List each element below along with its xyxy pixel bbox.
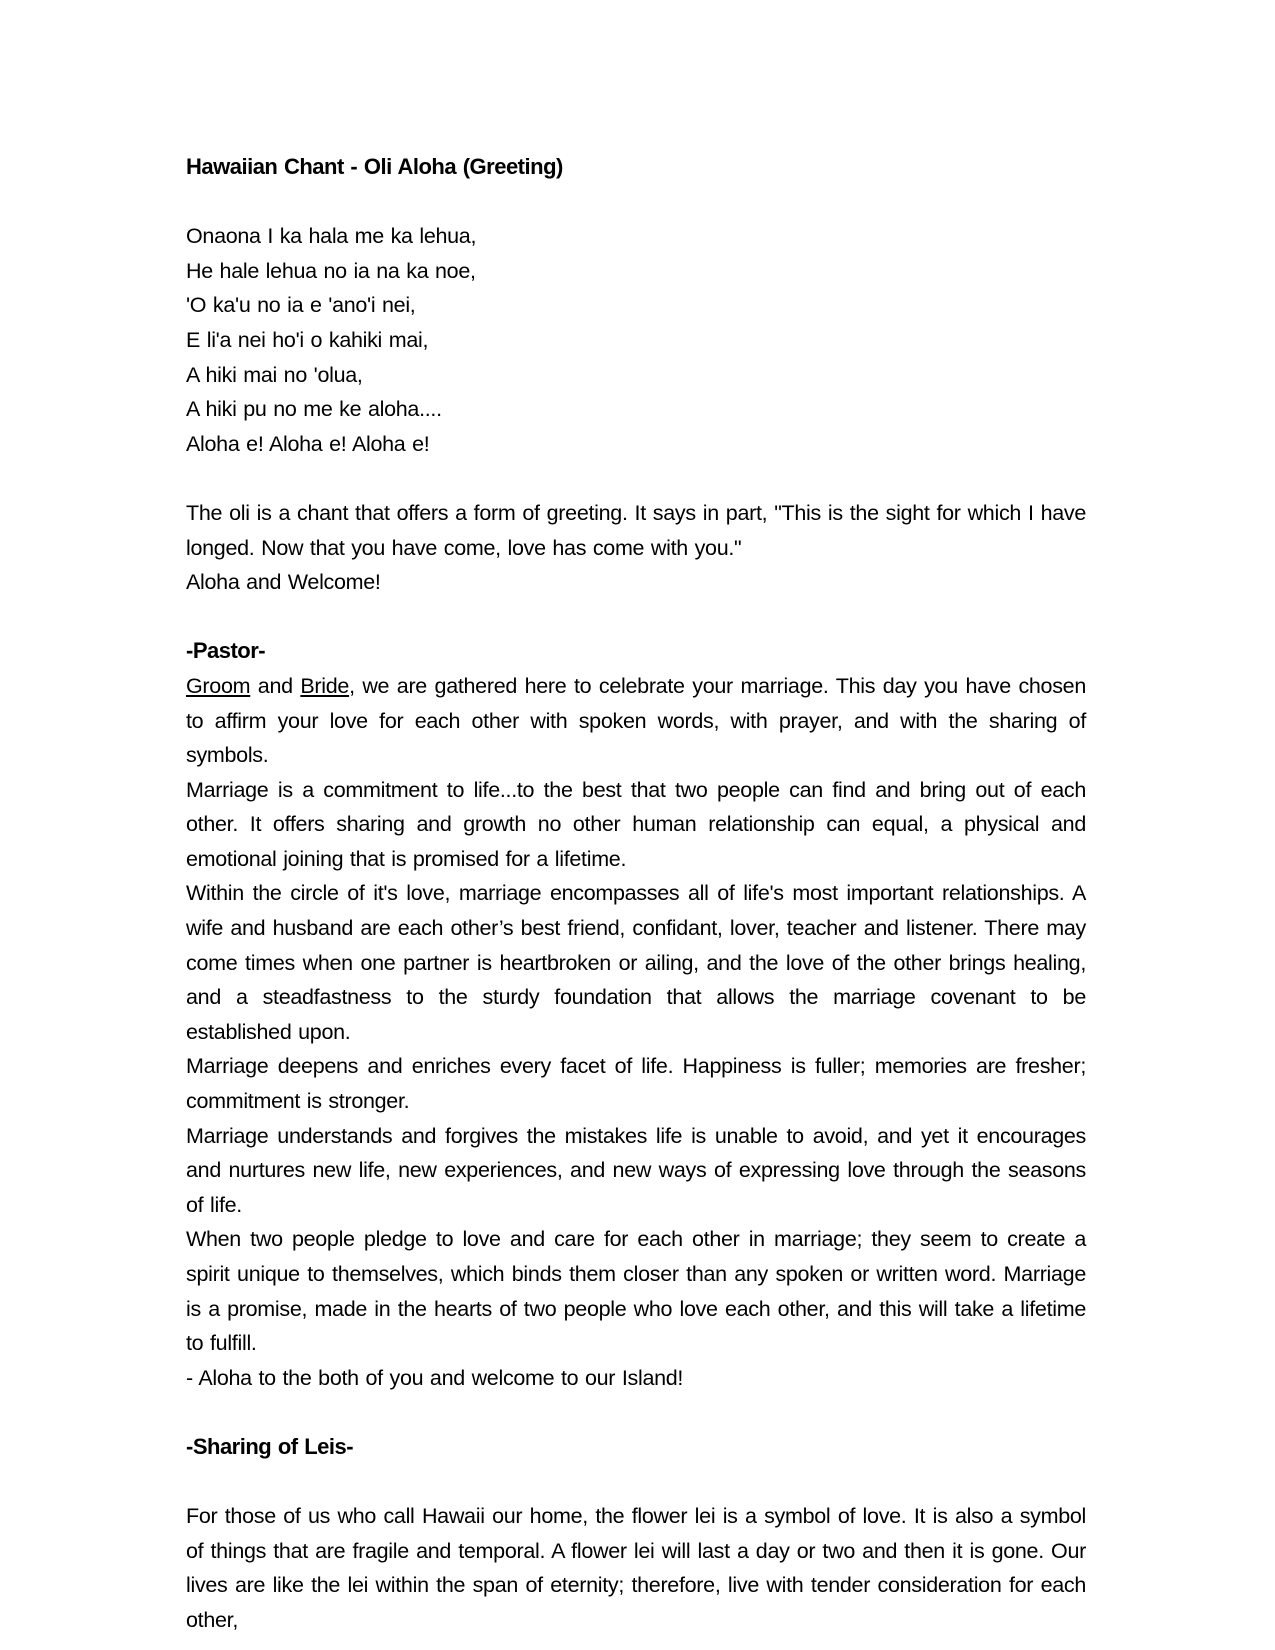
chant-line: Onaona I ka hala me ka lehua, — [186, 224, 477, 249]
pastor-paragraph: Within the circle of it's love, marriage encompasses all of life's most important relationships. A wife and husband are each other’s best friend, confidant, lover, teacher and listener. There may come times when one partner is heartbroken or ailing, and the love of the other brings healing, and a steadfastness to the sturdy foundation that allows the marriage covenant to be established upon. — [186, 881, 1086, 1044]
bride-placeholder: Bride — [300, 673, 350, 698]
pastor-intro — [186, 669, 1086, 773]
chant-verse — [186, 219, 1086, 461]
spacer — [186, 600, 1086, 635]
intro-rest: , we are gathered here to celebrate your marriage. This day you have chosen to affirm your love for each other with spoken words, with prayer, and with the sharing of symbols. — [186, 673, 1086, 768]
pastor-closing: - Aloha to the both of you and welcome to our Island! — [186, 1365, 684, 1390]
spacer — [186, 1465, 1086, 1500]
pastor-paragraph: Marriage deepens and enriches every facet of life. Happiness is fuller; memories are fresher; commitment is stronger. — [186, 1054, 1086, 1114]
intro-and: and — [250, 673, 301, 698]
chant-line: E li'a nei ho'i o kahiki mai, — [186, 327, 429, 352]
pastor-paragraph: Marriage is a commitment to life...to the best that two people can find and bring out of each other. It offers sharing and growth no other human relationship can equal, a physical and emotional joining that is promised for a lifetime. — [186, 777, 1086, 871]
leis-heading: -Sharing of Leis- — [186, 1433, 354, 1459]
chant-title: Hawaiian Chant - Oli Aloha (Greeting) — [186, 154, 563, 179]
leis-paragraph: For those of us who call Hawaii our home, the flower lei is a symbol of love. It is also a symbol of things that are fragile and temporal. A flower lei will last a day or two and then it is gone. Our lives are like the lei within the span of eternity; therefore, live with tender consideration for each other, — [186, 1504, 1086, 1632]
chant-line: A hiki mai no 'olua, — [186, 362, 363, 387]
pastor-paragraph: When two people pledge to love and care for each other in marriage; they seem to create a spirit unique to themselves, which binds them closer than any spoken or written word. Marriage is a promise, made in the hearts of two people who love each other, and this will take a lifetime to fulfill. — [186, 1227, 1086, 1356]
spacer — [186, 185, 1086, 220]
spacer — [186, 1395, 1086, 1430]
welcome-line: Aloha and Welcome! — [186, 570, 381, 595]
spacer — [186, 461, 1086, 496]
groom-placeholder: Groom — [186, 673, 251, 698]
oli-explanation: The oli is a chant that offers a form of greeting. It says in part, "This is the sight for which I have longed. Now that you have come, love has come with you." — [186, 500, 1086, 560]
chant-line: 'O ka'u no ia e 'ano'i nei, — [186, 293, 416, 318]
chant-line: Aloha e! Aloha e! Aloha e! — [186, 431, 430, 456]
chant-line: A hiki pu no me ke aloha.... — [186, 397, 442, 422]
pastor-heading: -Pastor- — [186, 638, 266, 664]
document-body — [186, 150, 1086, 1638]
chant-line: He hale lehua no ia na ka noe, — [186, 258, 476, 283]
pastor-paragraph: Marriage understands and forgives the mistakes life is unable to avoid, and yet it encourages and nurtures new life, new experiences, and new ways of expressing love through the seasons of life. — [186, 1123, 1086, 1217]
